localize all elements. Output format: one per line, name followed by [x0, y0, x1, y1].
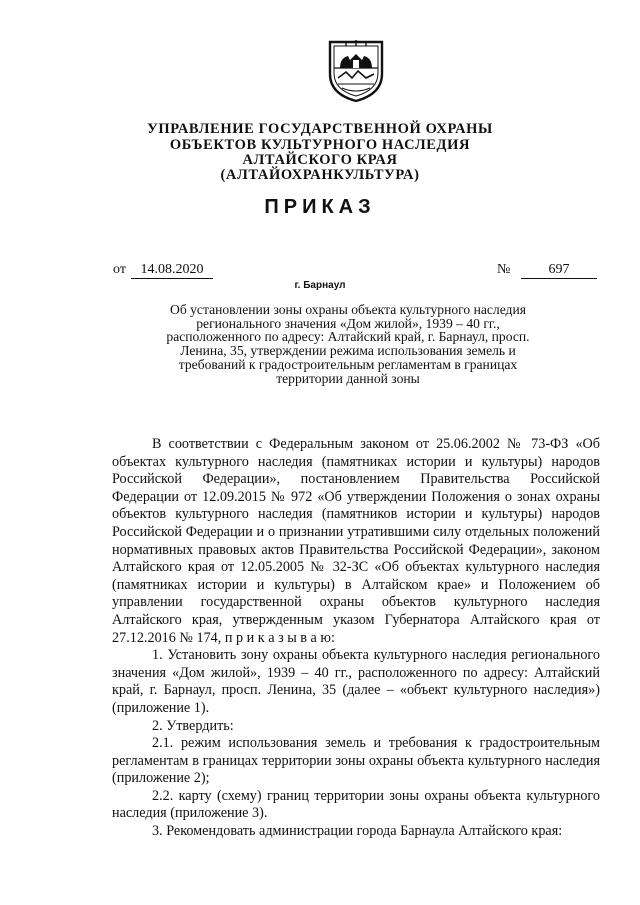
org-short-name: (АЛТАЙОХРАНКУЛЬТУРА) — [220, 167, 420, 183]
document-title: ПРИКАЗ — [264, 196, 376, 218]
city-name: г. Барнаул — [294, 280, 346, 291]
date-label: от — [113, 262, 126, 277]
coat-of-arms-icon — [324, 38, 388, 104]
org-name-line-2: ОБЪЕКТОВ КУЛЬТУРНОГО НАСЛЕДИЯ — [169, 137, 471, 153]
document-number: 697 — [521, 262, 597, 279]
document-subject: Об установлении зоны охраны объекта культурного наследия регионального значения «Дом жилой», 1939 – 40 гг., расположенного по адресу: Алтайский край, г. Барнаул, просп. Ленина, 35, утверждении режима использования земель и требований к градостроительным регламентам в границах территории данной зоны — [166, 302, 530, 386]
org-name-line-3: АЛТАЙСКОГО КРАЯ — [242, 152, 398, 168]
org-name-line-1: УПРАВЛЕНИЕ ГОСУДАРСТВЕННОЙ ОХРАНЫ — [147, 121, 493, 137]
item-2-1: 2.1. режим использования земель и требования к градостроительным регламентам в границах территории зоны охраны объекта культурного наследия (приложение 2); — [112, 735, 600, 787]
item-2: 2. Утвердить: — [152, 717, 234, 734]
item-2-2: 2.2. карту (схему) границ территории зоны охраны объекта культурного наследия (приложение 3). — [112, 787, 600, 822]
item-1: 1. Установить зону охраны объекта культурного наследия регионального значения «Дом жилой», 1939 – 40 гг., расположенного по адресу: Алтайский край, г. Барнаул, просп. Ленина, 35 (далее – «объект культурного наследия») (приложение 1). — [112, 647, 600, 716]
document-body — [112, 436, 600, 841]
number-label: № — [497, 262, 511, 277]
preamble-paragraph — [112, 436, 600, 647]
order-word: п р и к а з ы в а ю: — [224, 629, 335, 646]
preamble-text: В соответствии с Федеральным законом от 25.06.2002 № 73-ФЗ «Об объектах культурного наследия (памятниках истории и культуры) народов Российской Федерации», постановлением Правительства Российской Федерации от 12.09.2015 № 972 «Об утверждении Положения о зонах охраны объектов культурного наследия (памятников истории и культуры) народов Российской Федерации и о признании утратившими силу отдельных положений нормативных правовых актов Правительства Российской Федерации», законом Алтайского края от 12.05.2005 № 32-ЗС «Об объектах культурного наследия (памятниках истории и культуры) в Алтайском крае» и Положением об управлении государственной охраны объектов культурного наследия Алтайского края, утвержденным указом Губернатора Алтайского края от 27.12.2016 № 174, — [112, 436, 600, 646]
document-date: 14.08.2020 — [131, 262, 213, 279]
item-3: 3. Рекомендовать администрации города Барнаула Алтайского края: — [152, 823, 563, 840]
